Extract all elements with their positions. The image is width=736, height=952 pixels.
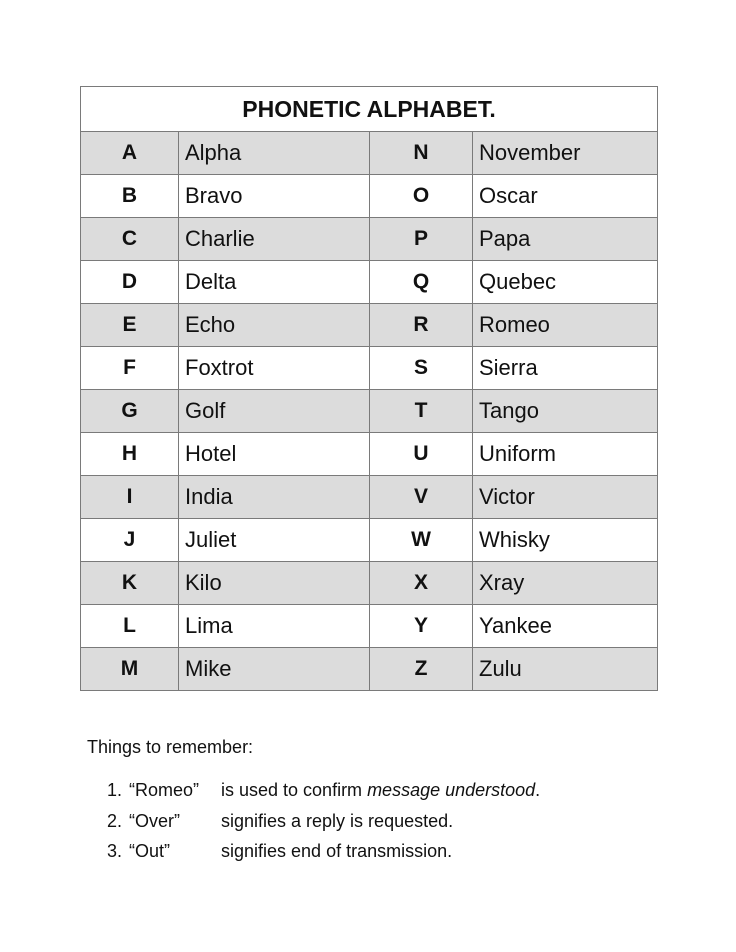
right-letter-cell: Y (370, 605, 473, 648)
right-word-cell: Yankee (473, 605, 658, 648)
left-letter-cell: H (81, 433, 179, 476)
right-letter-cell: R (370, 304, 473, 347)
table-row (81, 304, 658, 347)
right-letter-cell: W (370, 519, 473, 562)
left-letter-cell: J (81, 519, 179, 562)
list-item-number: 1. (107, 780, 123, 800)
left-letter-cell: I (81, 476, 179, 519)
right-letter-cell: O (370, 175, 473, 218)
right-word-cell: Papa (473, 218, 658, 261)
right-word-cell: Whisky (473, 519, 658, 562)
right-word-cell: Tango (473, 390, 658, 433)
list-item-term: “Over” (129, 810, 180, 831)
list-item-number: 3. (107, 841, 123, 861)
list-item-text: signifies end of transmission. (221, 841, 453, 861)
list-item-term: “Romeo” (129, 780, 200, 800)
left-word-cell: Mike (179, 648, 370, 691)
list-item-emphasis: message understood (367, 780, 536, 800)
left-letter-cell: D (81, 261, 179, 304)
right-word-cell: Uniform (473, 433, 658, 476)
left-letter-cell: A (81, 132, 179, 175)
right-word-cell: November (473, 132, 658, 175)
left-word-cell: Lima (179, 605, 370, 648)
table-row (81, 132, 658, 175)
right-letter-cell: N (370, 132, 473, 175)
list-item-term: “Out” (129, 841, 171, 861)
right-word-cell: Oscar (473, 175, 658, 218)
table-title: PHONETIC ALPHABET. (81, 87, 658, 132)
list-item-number: 2. (107, 810, 123, 831)
left-word-cell: India (179, 476, 370, 519)
table-row (81, 433, 658, 476)
right-word-cell: Victor (473, 476, 658, 519)
right-letter-cell: V (370, 476, 473, 519)
left-word-cell: Kilo (179, 562, 370, 605)
right-word-cell: Quebec (473, 261, 658, 304)
left-word-cell: Echo (179, 304, 370, 347)
table-row (81, 519, 658, 562)
left-word-cell: Bravo (179, 175, 370, 218)
table-row (81, 476, 658, 519)
list-item-text: is used to confirm (221, 780, 368, 800)
list-item (107, 775, 540, 806)
list-item (107, 806, 540, 837)
right-word-cell: Sierra (473, 347, 658, 390)
list-item-suffix: . (535, 780, 541, 800)
left-word-cell: Alpha (179, 132, 370, 175)
table-row (81, 390, 658, 433)
left-letter-cell: B (81, 175, 179, 218)
left-word-cell: Charlie (179, 218, 370, 261)
right-letter-cell: T (370, 390, 473, 433)
left-letter-cell: L (81, 605, 179, 648)
right-word-cell: Zulu (473, 648, 658, 691)
notes-section (87, 735, 540, 867)
list-item-text: signifies a reply is requested. (221, 810, 454, 831)
notes-list (107, 775, 540, 867)
list-item (107, 836, 540, 867)
left-word-cell: Juliet (179, 519, 370, 562)
table-row (81, 562, 658, 605)
table-row (81, 218, 658, 261)
table-row (81, 175, 658, 218)
left-word-cell: Foxtrot (179, 347, 370, 390)
table-row (81, 605, 658, 648)
left-letter-cell: G (81, 390, 179, 433)
left-letter-cell: M (81, 648, 179, 691)
notes-heading: Things to remember: (87, 737, 254, 757)
right-letter-cell: U (370, 433, 473, 476)
phonetic-alphabet-table (80, 86, 658, 691)
table-row (81, 648, 658, 691)
left-word-cell: Delta (179, 261, 370, 304)
left-letter-cell: F (81, 347, 179, 390)
table-row (81, 347, 658, 390)
right-letter-cell: Z (370, 648, 473, 691)
right-letter-cell: X (370, 562, 473, 605)
table-row (81, 261, 658, 304)
right-word-cell: Romeo (473, 304, 658, 347)
left-word-cell: Golf (179, 390, 370, 433)
left-letter-cell: C (81, 218, 179, 261)
left-letter-cell: E (81, 304, 179, 347)
right-letter-cell: P (370, 218, 473, 261)
right-word-cell: Xray (473, 562, 658, 605)
left-letter-cell: K (81, 562, 179, 605)
right-letter-cell: Q (370, 261, 473, 304)
right-letter-cell: S (370, 347, 473, 390)
left-word-cell: Hotel (179, 433, 370, 476)
alphabet-rows (81, 132, 658, 691)
